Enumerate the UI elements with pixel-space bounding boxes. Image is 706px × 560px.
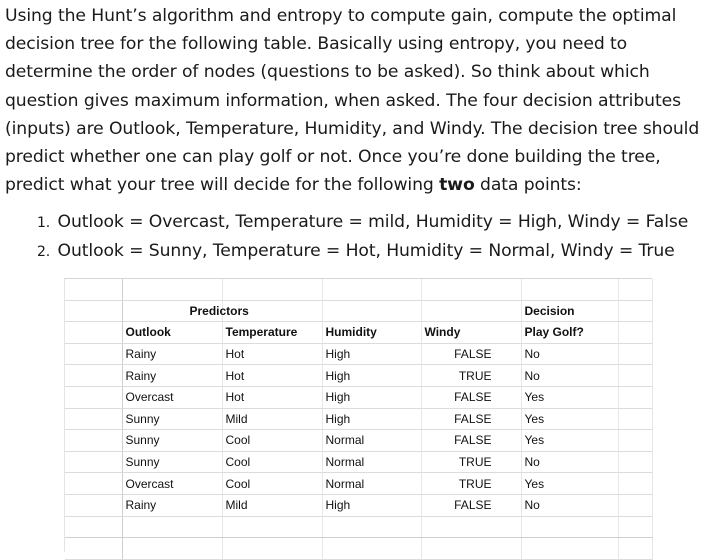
table-cell: Normal <box>322 451 421 473</box>
column-header: Play Golf? <box>521 322 618 344</box>
table-cell: FALSE <box>421 408 521 430</box>
table-cell: Rainy <box>122 494 222 516</box>
table-cell: Cool <box>222 451 322 473</box>
golf-table-container <box>64 278 652 552</box>
table-row-blank <box>65 538 652 560</box>
table-cell: TRUE <box>421 451 521 473</box>
data-point-1 <box>37 208 688 237</box>
table-cell: Overcast <box>122 386 222 408</box>
table-cell: Sunny <box>122 408 222 430</box>
table-cell: Cool <box>222 430 322 452</box>
table-cell: Overcast <box>122 473 222 495</box>
table-cell: No <box>521 451 618 473</box>
table-row <box>65 365 652 387</box>
list-number: 1. <box>37 215 51 231</box>
emphasis-two: two <box>439 175 475 196</box>
column-header: Windy <box>421 322 521 344</box>
table-cell: Yes <box>521 408 618 430</box>
table-row <box>65 430 652 452</box>
table-cell: High <box>322 343 421 365</box>
table-cell: No <box>521 343 618 365</box>
table-cell: High <box>322 365 421 387</box>
problem-text-end: data points: <box>474 175 582 196</box>
table-cell: Hot <box>222 386 322 408</box>
table-cell: FALSE <box>421 386 521 408</box>
problem-statement <box>5 2 705 199</box>
table-cell: Rainy <box>122 365 222 387</box>
data-points-list <box>37 208 688 266</box>
table-cell: Mild <box>222 494 322 516</box>
table-cell: High <box>322 494 421 516</box>
table-cell: Hot <box>222 365 322 387</box>
table-row <box>65 451 652 473</box>
table-cell: Yes <box>521 473 618 495</box>
table-cell: Cool <box>222 473 322 495</box>
table-cell: Rainy <box>122 343 222 365</box>
table-row-blank <box>65 516 652 538</box>
table-cell: Hot <box>222 343 322 365</box>
table-cell: High <box>322 408 421 430</box>
table-row <box>65 386 652 408</box>
table-cell: Mild <box>222 408 322 430</box>
table-row <box>65 473 652 495</box>
table-cell: No <box>521 365 618 387</box>
data-point-text: Outlook = Sunny, Temperature = Hot, Humidity = Normal, Windy = True <box>57 241 675 262</box>
table-header-row <box>65 322 652 344</box>
table-cell: Sunny <box>122 451 222 473</box>
predictors-header: Predictors <box>222 300 322 322</box>
table-cell: Yes <box>521 386 618 408</box>
table-cell: TRUE <box>421 473 521 495</box>
table-row-group-header <box>65 300 652 322</box>
data-point-text: Outlook = Overcast, Temperature = mild, Humidity = High, Windy = False <box>57 212 689 232</box>
table-cell: TRUE <box>421 365 521 387</box>
table-row-blank <box>65 279 652 300</box>
table-cell: Yes <box>521 430 618 452</box>
problem-text: Using the Hunt’s algorithm and entropy to compute gain, compute the optimal decision tree for the following table. Basically using entropy, you need to determine the order of nodes (questions to be asked). So think about which question gives maximum information, when asked. The four decision attributes (inputs) are Outlook, Temperature, Humidity, and Windy. The decision tree should predict whether one can play golf or not. Once you’re done building the tree, predict what your tree will decide for the following <box>5 6 700 196</box>
table-cell: FALSE <box>421 343 521 365</box>
data-point-2 <box>37 237 688 266</box>
decision-header: Decision <box>521 300 618 322</box>
column-header: Temperature <box>222 322 322 344</box>
table-cell: Normal <box>322 473 421 495</box>
table-cell: Normal <box>322 430 421 452</box>
golf-data-table <box>65 279 653 560</box>
table-row <box>65 408 652 430</box>
column-header: Humidity <box>322 322 421 344</box>
table-cell: No <box>521 494 618 516</box>
table-cell: High <box>322 386 421 408</box>
table-cell: Sunny <box>122 430 222 452</box>
table-cell: FALSE <box>421 494 521 516</box>
list-number: 2. <box>37 244 51 261</box>
table-cell: FALSE <box>421 430 521 452</box>
column-header: Outlook <box>122 322 222 344</box>
table-row <box>65 494 652 516</box>
table-row <box>65 343 652 365</box>
